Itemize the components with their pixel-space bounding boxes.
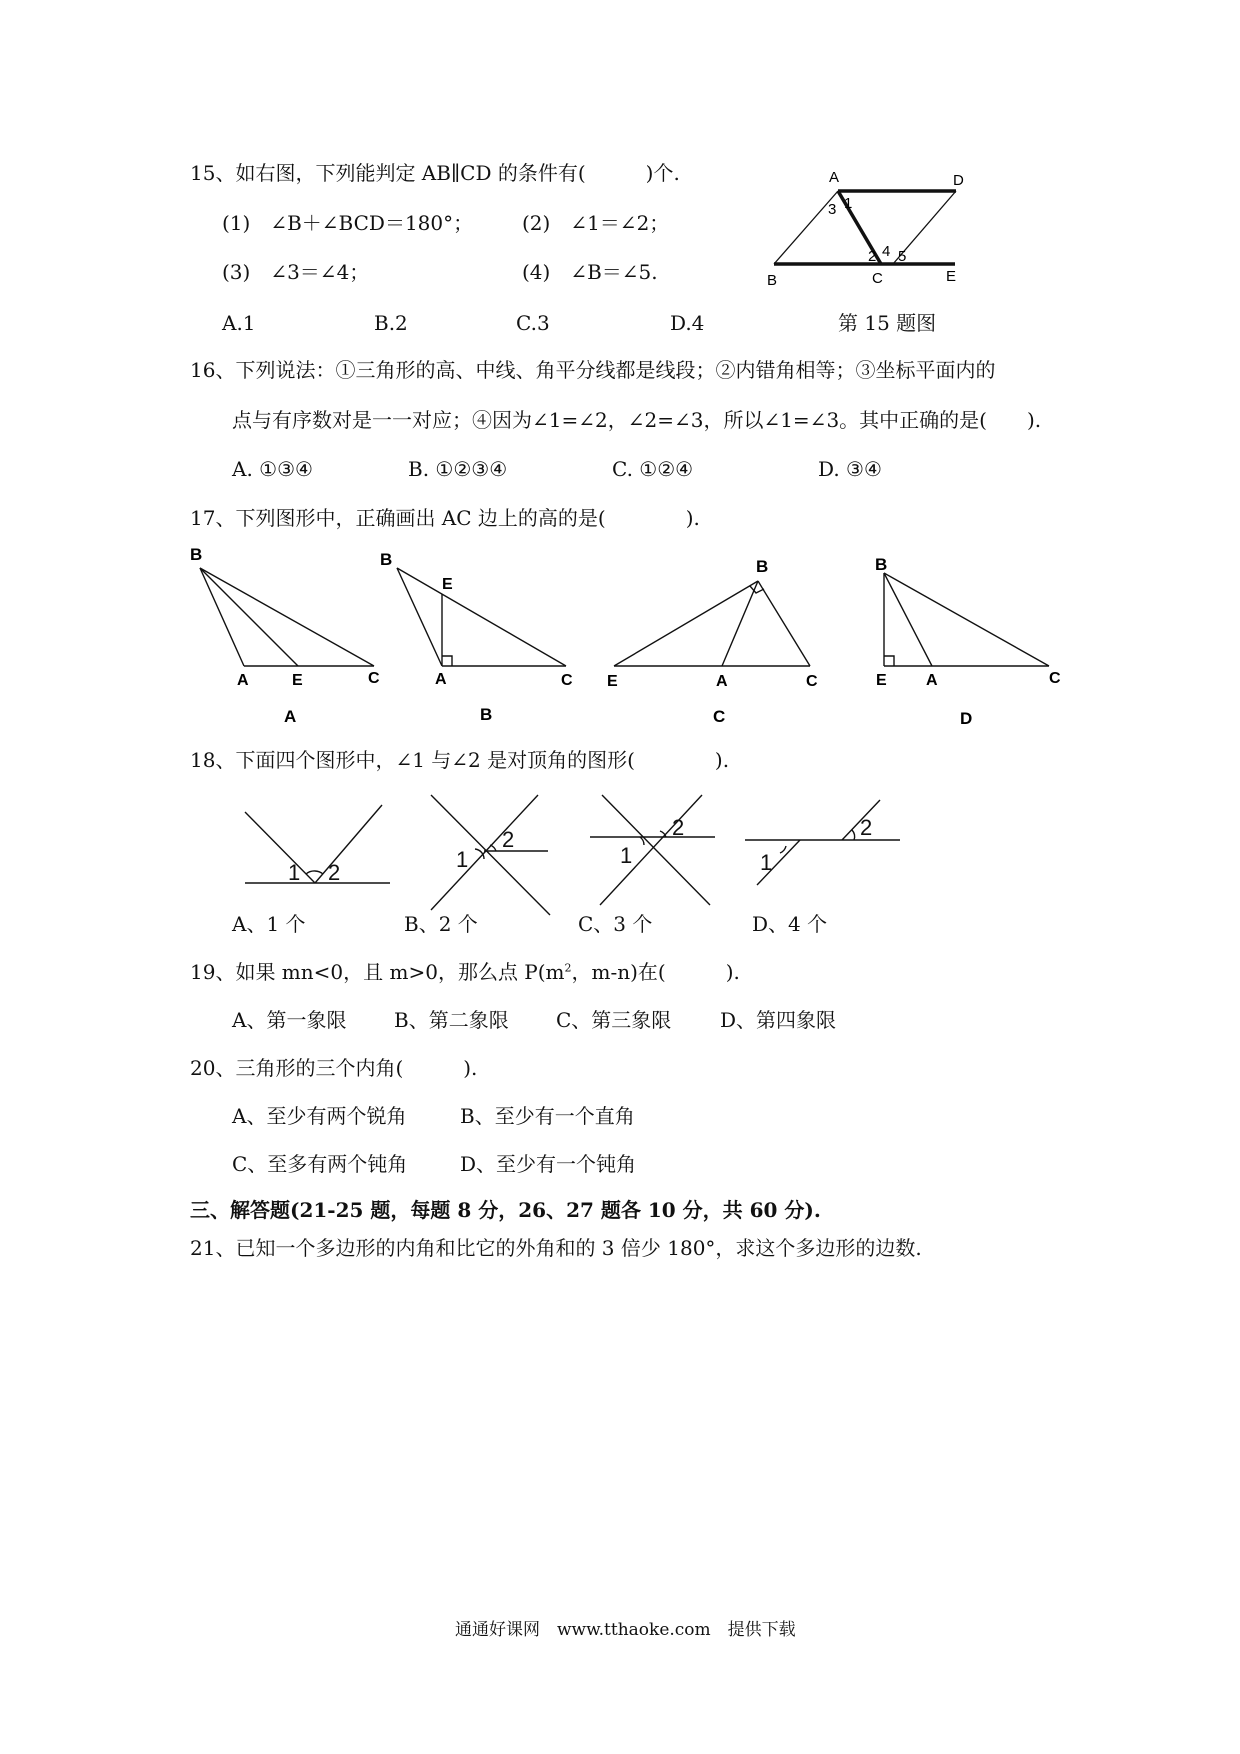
q17d-caption: D [960, 709, 973, 728]
q16-option-c: C. ①②④ [612, 457, 694, 481]
q15-fig-angle-3: 3 [828, 201, 837, 218]
q18a-angle-2: 2 [328, 860, 341, 885]
q15-stem: 15、如右图，下列能判定 AB∥CD 的条件有( )个. [190, 161, 680, 185]
q15-fig-angle-5: 5 [898, 248, 907, 265]
q18c-angle-2: 2 [672, 815, 685, 840]
q17d-label-e: E [876, 672, 887, 689]
q19-stem [190, 962, 740, 982]
q17a-label-b: B [190, 545, 203, 564]
q19-option-b: B、第二象限 [394, 1008, 509, 1032]
q17-stem: 17、下列图形中，正确画出 AC 边上的高的是( ). [190, 506, 700, 530]
q20-option-c: C、至多有两个钝角 [232, 1152, 408, 1176]
q16-line1: 16、下列说法：①三角形的高、中线、角平分线都是线段；②内错角相等；③坐标平面内的 [190, 358, 996, 382]
q15-fig-label-a: A [829, 169, 840, 186]
q20-stem: 20、三角形的三个内角( ). [190, 1056, 478, 1080]
q15-figure [760, 165, 1000, 295]
q15-fig-label-d: D [953, 172, 964, 189]
q19-stem-pre: 19、如果 mn<0，且 m>0，那么点 P(m [190, 960, 565, 984]
footer-text: 通通好课网 www.tthaoke.com 提供下载 [455, 1620, 796, 1640]
q18-option-b: B、2 个 [404, 912, 478, 936]
q15-fig-angle-2: 2 [868, 248, 877, 265]
q15-fig-angle-1: 1 [844, 195, 853, 212]
q15-option-b: B.2 [374, 311, 408, 335]
q17c-caption: C [713, 707, 726, 726]
q18-option-d: D、4 个 [752, 912, 828, 936]
q19-option-c: C、第三象限 [556, 1008, 672, 1032]
q18-option-a: A、1 个 [232, 912, 306, 936]
q15-fig-label-b: B [767, 272, 778, 289]
q15-option-a: A.1 [222, 311, 256, 335]
q15-fig-label-e: E [946, 268, 957, 285]
q15-cond1: (1) ∠B＋∠BCD＝180°； [222, 211, 474, 235]
q18-stem: 18、下面四个图形中，∠1 与∠2 是对顶角的图形( ). [190, 748, 730, 772]
q18b-angle-2: 2 [502, 827, 515, 852]
q17b-label-a: A [435, 671, 447, 688]
q18b-angle-1: 1 [456, 847, 469, 872]
q17d-label-c: C [1049, 670, 1061, 687]
q17c-label-c: C [806, 673, 818, 690]
q15-figure-caption: 第 15 题图 [838, 311, 937, 335]
q17a-label-a: A [237, 672, 249, 689]
q17d-label-b: B [875, 555, 888, 574]
q15-option-c: C.3 [516, 311, 550, 335]
q18-figures [220, 775, 1220, 905]
q17a-label-c: C [368, 670, 380, 687]
q16-option-d: D. ③④ [818, 457, 882, 481]
q15-option-d: D.4 [670, 311, 705, 335]
q17-figures [180, 545, 1240, 728]
q19-stem-sup: 2 [564, 961, 572, 975]
q16-option-a: A. ①③④ [232, 457, 313, 481]
q17b-label-b: B [380, 550, 393, 569]
q20-option-b: B、至少有一个直角 [460, 1104, 635, 1128]
q19-option-a: A、第一象限 [232, 1008, 347, 1032]
section3-heading: 三、解答题(21-25 题，每题 8 分，26、27 题各 10 分，共 60 分). [190, 1198, 821, 1222]
q18c-angle-1: 1 [620, 843, 633, 868]
q17c-label-b: B [756, 557, 769, 576]
q21-stem: 21、已知一个多边形的内角和比它的外角和的 3 倍少 180°，求这个多边形的边数. [190, 1236, 922, 1260]
q17d-label-a: A [926, 672, 938, 689]
q17a-caption: A [284, 707, 297, 726]
q19-stem-post: ，m-n)在( ). [571, 960, 740, 984]
q16-option-b: B. ①②③④ [408, 457, 508, 481]
q20-option-a: A、至少有两个锐角 [232, 1104, 407, 1128]
q17c-label-a: A [716, 673, 728, 690]
q15-fig-angle-4: 4 [882, 243, 891, 260]
q17a-label-e: E [292, 672, 303, 689]
q18a-angle-1: 1 [288, 860, 301, 885]
q15-fig-label-c: C [872, 270, 883, 287]
q20-option-d: D、至少有一个钝角 [460, 1152, 637, 1176]
q15-cond2: (2) ∠1＝∠2； [522, 211, 670, 235]
q15-cond4: (4) ∠B＝∠5. [522, 260, 658, 284]
q16-line2: 点与有序数对是一一对应；④因为∠1=∠2，∠2=∠3，所以∠1=∠3。其中正确的是( ). [232, 408, 1042, 432]
q17b-caption: B [480, 705, 493, 724]
q18d-angle-1: 1 [760, 850, 773, 875]
q18-option-c: C、3 个 [578, 912, 653, 936]
q17b-label-c: C [561, 672, 573, 689]
q15-cond3: (3) ∠3＝∠4； [222, 260, 370, 284]
q17b-label-e: E [442, 576, 453, 593]
q19-option-d: D、第四象限 [720, 1008, 837, 1032]
q17c-label-e: E [607, 673, 618, 690]
q18d-angle-2: 2 [860, 815, 873, 840]
